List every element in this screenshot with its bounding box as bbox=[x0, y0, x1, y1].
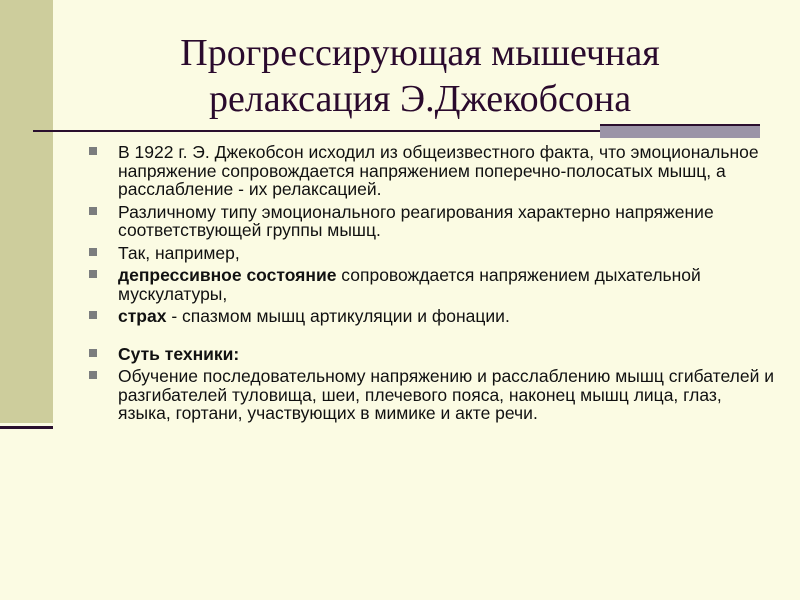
accent-bar bbox=[600, 126, 760, 138]
square-bullet-icon bbox=[89, 371, 97, 379]
square-bullet-icon bbox=[89, 248, 97, 256]
bullet-bold-text: депрессивное состояние bbox=[118, 265, 337, 285]
bullet-item bbox=[88, 143, 778, 199]
bullet-text: - спазмом мышц артикуляции и фонации. bbox=[166, 306, 510, 326]
square-bullet-icon bbox=[89, 349, 97, 357]
bullet-item bbox=[88, 345, 778, 364]
bullet-item bbox=[88, 367, 778, 423]
bullet-item bbox=[88, 203, 778, 240]
title-underline bbox=[33, 130, 600, 132]
bullet-text: Обучение последовательному напряжению и расслаблению мышц сгибателей и разгибателей туловища, шеи, плечевого пояса, наконец мышц лица, глаз, языка, гортани, участвующих в мимике и акте речи. bbox=[118, 366, 774, 423]
square-bullet-icon bbox=[89, 311, 97, 319]
bullet-item bbox=[88, 244, 778, 263]
square-bullet-icon bbox=[89, 270, 97, 278]
left-decor-line bbox=[0, 426, 53, 429]
bullet-text: Различному типу эмоционального реагирования характерно напряжение соответствующей группы мышц. bbox=[118, 201, 714, 240]
title-line-1: Прогрессирующая мышечная bbox=[180, 32, 660, 74]
bullet-item bbox=[88, 307, 778, 326]
square-bullet-icon bbox=[89, 207, 97, 215]
left-decor-bar bbox=[0, 0, 53, 423]
title-line-2: релаксация Э.Джекобсона bbox=[208, 78, 632, 120]
bullet-bold-text: Суть техники: bbox=[118, 343, 240, 364]
bullet-text: В 1922 г. Э. Джекобсон исходил из общеизвестного факта, что эмоциональное напряжение сопровождается напряжением поперечно-полосатых мышц, а расслабление - их релаксацией. bbox=[118, 142, 759, 199]
bullet-text: сопровождается напряжением дыхательной мускулатуры, bbox=[118, 265, 701, 304]
slide-title bbox=[60, 30, 780, 122]
bullet-list bbox=[88, 143, 778, 427]
square-bullet-icon bbox=[89, 147, 97, 155]
bullet-text: Так, например, bbox=[118, 242, 240, 263]
bullet-item bbox=[88, 266, 778, 303]
bullet-bold-text: страх bbox=[118, 306, 167, 326]
